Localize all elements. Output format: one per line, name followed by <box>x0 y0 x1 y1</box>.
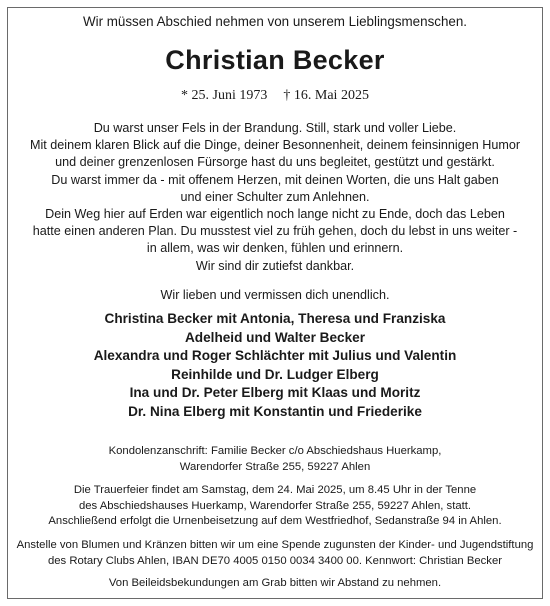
family-member: Dr. Nina Elberg mit Konstantin und Friederike <box>128 403 422 419</box>
donation-line: Anstelle von Blumen und Kränzen bitten wir um eine Spende zugunsten der Kinder- und Jugendstiftung <box>16 539 534 551</box>
poem-line: hatte einen anderen Plan. Du musstest viel zu früh gehen, doch du lebst in uns weiter - <box>32 224 518 239</box>
farewell-poem <box>0 120 550 275</box>
poem-line: und deiner grenzenlosen Fürsorge hast du uns begleitet, gestützt und gestärkt. <box>55 155 495 170</box>
deceased-name: Christian Becker <box>165 45 385 75</box>
poem-line: und einer Schulter zum Anlehnen. <box>180 189 370 204</box>
family-member: Adelheid und Walter Becker <box>184 329 366 345</box>
poem-line: in allem, was wir denken, fühlen und erinnern. <box>146 241 404 256</box>
family-member: Alexandra und Roger Schlächter mit Julius und Valentin <box>93 348 457 364</box>
funeral-line: Die Trauerfeier findet am Samstag, dem 24. Mai 2025, um 8.45 Uhr in der Tenne <box>73 484 477 496</box>
condolence-address <box>0 444 550 475</box>
poem-line: Wir sind dir zutiefst dankbar. <box>195 258 355 273</box>
funeral-line: Anschließend erfolgt die Urnenbeisetzung auf dem Westfriedhof, Sedanstraße 94 in Ahlen. <box>48 515 502 527</box>
family-member: Christina Becker mit Antonia, Theresa und Franziska <box>104 311 446 326</box>
death-date: † 16. Mai 2025 <box>283 88 369 103</box>
poem-line: Mit deinem klaren Blick auf die Dinge, deiner Besonnenheit, deinem feinsinnigen Humor <box>29 138 521 153</box>
poem-line: Dein Weg hier auf Erden war eigentlich noch lange nicht zu Ende, doch das Leben <box>45 207 505 222</box>
donation-line: des Rotary Clubs Ahlen, IBAN DE70 4005 0150 0034 3400 00. Kennwort: Christian Becker <box>47 554 503 567</box>
life-dates <box>0 88 550 104</box>
poem-line: Du warst unser Fels in der Brandung. Still, stark und voller Liebe. <box>93 121 457 135</box>
family-list <box>0 310 550 422</box>
funeral-info <box>0 483 550 530</box>
family-member: Ina und Dr. Peter Elberg mit Klaas und Moritz <box>129 385 421 401</box>
condolence-line: Warendorfer Straße 255, 59227 Ahlen <box>179 460 371 473</box>
intro-text: Wir müssen Abschied nehmen von unserem Lieblingsmenschen. <box>82 14 468 29</box>
donation-info <box>0 538 550 569</box>
condolence-line: Kondolenzanschrift: Familie Becker c/o Abschiedshaus Huerkamp, <box>108 445 442 457</box>
poem-line: Du warst immer da - mit offenem Herzen, mit deinen Worten, die uns Halt gaben <box>51 172 499 187</box>
love-line: Wir lieben und vermissen dich unendlich. <box>160 288 390 302</box>
funeral-line: des Abschiedshauses Huerkamp, Warendorfer Straße 255, 59227 Ahlen, statt. <box>78 499 472 512</box>
grave-note: Von Beileidsbekundungen am Grab bitten wir Abstand zu nehmen. <box>108 577 442 589</box>
family-member: Reinhilde und Dr. Ludger Elberg <box>171 366 379 382</box>
birth-date: * 25. Juni 1973 <box>181 88 268 103</box>
